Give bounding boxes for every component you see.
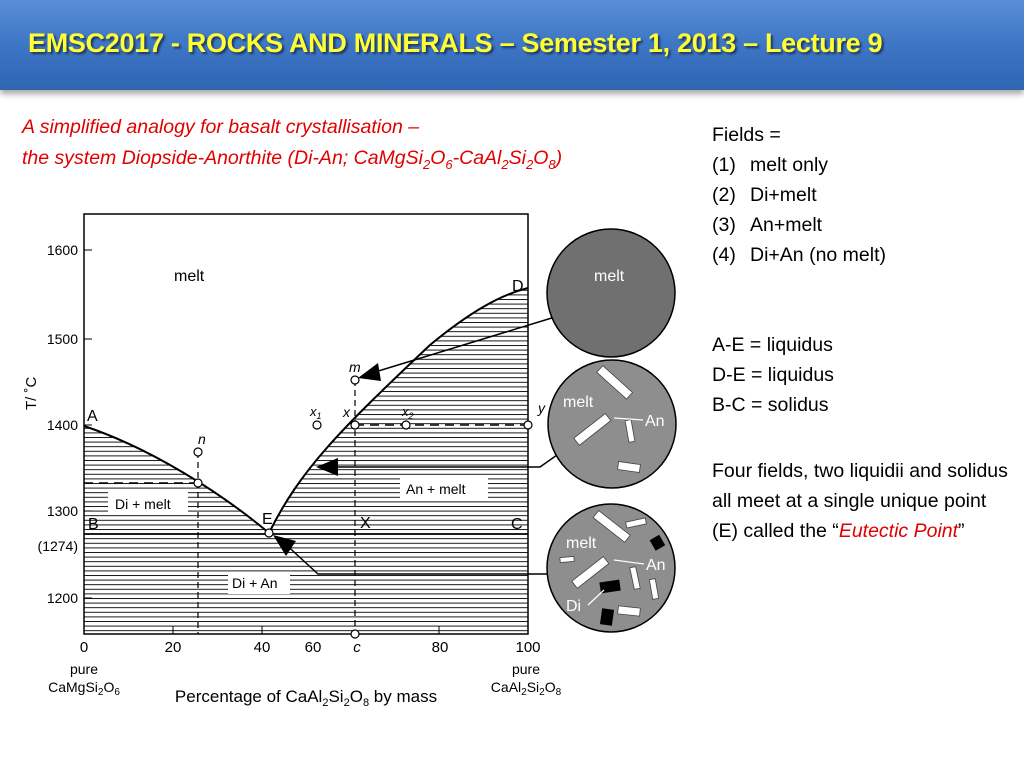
circle3-melt-label: melt [566, 535, 597, 552]
label-y: y [538, 400, 545, 416]
label-e: E [262, 511, 273, 528]
label-c: C [511, 516, 523, 533]
x-axis-label: Percentage of $CaAl_2Si_2O_8$ by mass [174, 687, 438, 709]
arrowhead-1 [358, 363, 381, 381]
circle2-an-label: An [645, 413, 665, 430]
x-tick-label: 0 [79, 639, 89, 656]
y-tick-label: 1200 [46, 590, 78, 606]
subtitle-text: Si [508, 147, 526, 169]
point-y [524, 421, 532, 429]
y-tick-label: 1500 [46, 331, 78, 347]
solidus-line: B-C = solidus [712, 394, 829, 416]
point-liquidus-left [194, 479, 202, 487]
label-x: x [343, 404, 350, 420]
subscript: 8 [548, 156, 556, 172]
texture-circle-melt [547, 229, 675, 357]
label-m: m [349, 359, 361, 375]
circle1-melt-label: melt [594, 268, 625, 285]
subscript: 2 [501, 156, 509, 172]
title-banner [0, 0, 1024, 90]
subscript: 2 [525, 156, 534, 172]
subtitle-text: ) [555, 147, 563, 169]
subtitle-text: the system Diopside-Anorthite (Di-An; CaMgSi [22, 147, 423, 169]
subscript: 2 [422, 156, 431, 172]
slide-title: EMSC2017 - ROCKS AND MINERALS – Semester 1, 2013 – Lecture 9 [28, 28, 883, 58]
label-n: n [198, 431, 206, 447]
field-number: (3) [712, 214, 736, 236]
y-axis-label: T/ ˚C [23, 376, 40, 410]
liquidus-line-2: D-E = liquidus [712, 364, 834, 386]
point-e [265, 529, 273, 537]
field-label-di-melt: Di + melt [115, 496, 171, 512]
y-tick-label: 1600 [46, 242, 78, 258]
field-text: melt only [750, 154, 829, 176]
x-tick-label: 80 [431, 639, 449, 656]
point-x [351, 421, 359, 429]
eutectic-paragraph [712, 456, 1012, 546]
di-crystal [600, 608, 614, 626]
label-b: B [88, 516, 99, 533]
circle3-an-label: An [646, 557, 666, 574]
field-text: Di+melt [750, 184, 817, 206]
paragraph-text: Four fields, two liquidii and solidus all meet at a single unique point (E) called the “ [712, 460, 1008, 542]
subtitle-line-1: A simplified analogy for basalt crystallisation – [22, 116, 420, 138]
label-x1: $x_1$ [310, 404, 322, 421]
c-label: c [353, 639, 361, 656]
label-d: D [512, 278, 524, 295]
subtitle-text: O [533, 147, 549, 169]
circle2-melt-label: melt [563, 394, 594, 411]
point-n [194, 448, 202, 456]
label-a: A [87, 408, 98, 425]
pure-right-formula: $CaAl_2Si_2O_8$ [490, 679, 562, 698]
field-item-4 [712, 240, 1012, 270]
paragraph-text: ” [958, 520, 965, 542]
point-c [351, 630, 359, 638]
crystal-field-hatch [84, 288, 528, 634]
pure-right-label: pure [511, 661, 541, 677]
field-number: (2) [712, 184, 736, 206]
field-item-1 [712, 150, 1012, 180]
eutectic-point-term: Eutectic Point [838, 520, 959, 542]
x-tick-label: 100 [515, 639, 541, 656]
pure-left-formula: $CaMgSi_2O_6$ [48, 679, 120, 698]
an-crystal [560, 556, 574, 562]
point-x1 [313, 421, 321, 429]
point-m [351, 376, 359, 384]
liquidus-line-1: A-E = liquidus [712, 334, 833, 356]
subtitle-line-2 [22, 143, 702, 180]
subscript: 6 [445, 156, 453, 172]
field-label-melt: melt [174, 268, 205, 285]
label-x2: $x_2$ [402, 404, 414, 421]
circle3-di-label: Di [566, 598, 582, 615]
label-x-upper: X [360, 515, 371, 532]
y-tick-label: 1400 [46, 417, 78, 433]
field-item-3 [712, 210, 1012, 240]
field-text: Di+An (no melt) [750, 244, 887, 266]
field-text: An+melt [750, 214, 823, 236]
field-label-di-an: Di + An [232, 575, 278, 591]
subtitle-text: -CaAl [452, 147, 502, 169]
y-tick-label: (1274) [37, 538, 78, 554]
y-tick-label: 1300 [46, 503, 78, 519]
pure-left-label: pure [69, 661, 99, 677]
notes-panel [712, 120, 1012, 546]
x-tick-label: 60 [304, 639, 322, 656]
field-number: (4) [712, 244, 736, 266]
field-number: (1) [712, 154, 736, 176]
field-item-2 [712, 180, 1012, 210]
x-tick-label: 20 [164, 639, 182, 656]
slide-subtitle [22, 112, 702, 180]
phase-diagram [0, 200, 700, 720]
x-tick-label: 40 [253, 639, 271, 656]
field-label-an-melt: An + melt [406, 481, 466, 497]
fields-heading: Fields = [712, 124, 781, 146]
point-x2 [402, 421, 410, 429]
subtitle-text: O [430, 147, 446, 169]
